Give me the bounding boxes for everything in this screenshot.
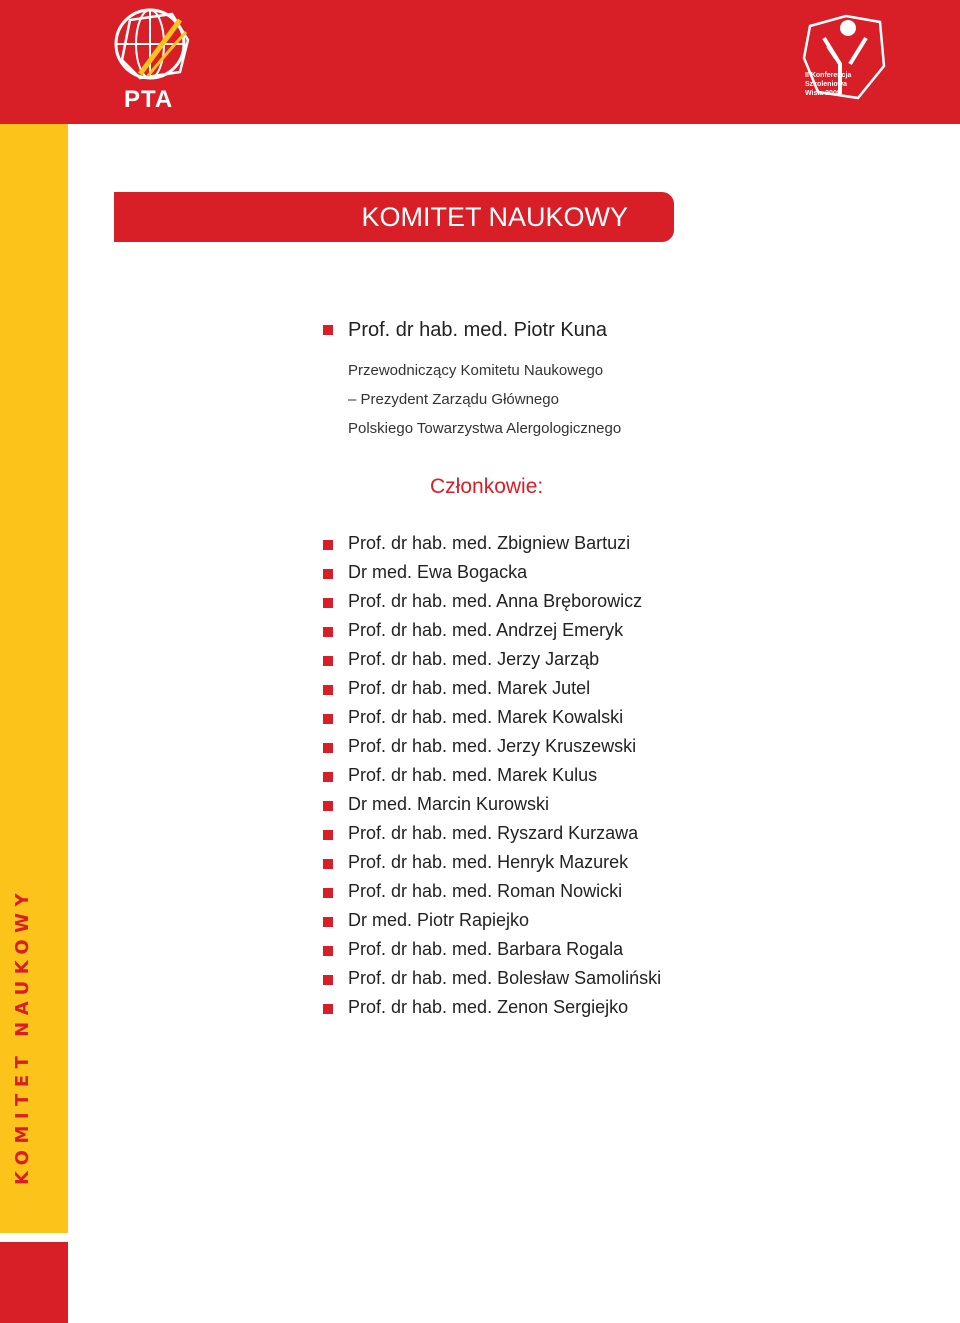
member-name: Prof. dr hab. med. Jerzy Jarząb — [348, 649, 600, 669]
bullet-square-icon — [323, 801, 333, 811]
bullet-square-icon — [323, 656, 333, 666]
member-name: Prof. dr hab. med. Ryszard Kurzawa — [348, 823, 639, 843]
member-name: Dr med. Piotr Rapiejko — [348, 910, 530, 930]
member-name: Prof. dr hab. med. Zenon Sergiejko — [348, 997, 629, 1017]
bullet-square-icon — [323, 917, 333, 927]
pta-logo-text: PTA — [124, 86, 174, 113]
member-name: Prof. dr hab. med. Zbigniew Bartuzi — [348, 533, 631, 553]
bullet-square-icon — [323, 569, 333, 579]
bullet-square-icon — [323, 540, 333, 550]
bullet-square-icon — [323, 598, 333, 608]
bullet-square-icon — [323, 946, 333, 956]
member-name: Dr med. Ewa Bogacka — [348, 562, 528, 582]
bullet-square-icon — [323, 714, 333, 724]
bullet-square-icon — [323, 975, 333, 985]
member-name: Prof. dr hab. med. Andrzej Emeryk — [348, 620, 624, 640]
chair-role-line: Polskiego Towarzystwa Alergologicznego — [348, 420, 622, 437]
member-name: Prof. dr hab. med. Marek Jutel — [348, 678, 591, 698]
member-name: Prof. dr hab. med. Barbara Rogala — [348, 939, 624, 959]
conference-logo-text: II Konferencja Szkoleniowa Wisła 2008 — [805, 72, 852, 97]
member-name: Prof. dr hab. med. Henryk Mazurek — [348, 852, 629, 872]
sidebar-footer-band — [0, 1242, 68, 1323]
bullet-square-icon — [323, 325, 333, 335]
member-name: Prof. dr hab. med. Marek Kowalski — [348, 707, 624, 727]
bullet-square-icon — [323, 772, 333, 782]
members-heading: Członkowie: — [430, 475, 544, 498]
page-title: KOMITET NAUKOWY — [361, 202, 628, 232]
bullet-square-icon — [323, 888, 333, 898]
member-name: Prof. dr hab. med. Jerzy Kruszewski — [348, 736, 637, 756]
bullet-square-icon — [323, 685, 333, 695]
sidebar-label: KOMITET NAUKOWY — [12, 886, 33, 1185]
sidebar-band — [0, 124, 68, 1233]
bullet-square-icon — [323, 1004, 333, 1014]
member-name: Prof. dr hab. med. Bolesław Samoliński — [348, 968, 662, 988]
member-name: Prof. dr hab. med. Roman Nowicki — [348, 881, 623, 901]
member-name: Prof. dr hab. med. Marek Kulus — [348, 765, 598, 785]
title-banner — [114, 192, 674, 242]
member-name: Dr med. Marcin Kurowski — [348, 794, 550, 814]
bullet-square-icon — [323, 627, 333, 637]
bullet-square-icon — [323, 859, 333, 869]
member-name: Prof. dr hab. med. Anna Bręborowicz — [348, 591, 643, 611]
chair-name: Prof. dr hab. med. Piotr Kuna — [348, 319, 608, 341]
bullet-square-icon — [323, 830, 333, 840]
bullet-square-icon — [323, 743, 333, 753]
chair-role-line: Przewodniczący Komitetu Naukowego — [348, 362, 604, 379]
chair-role-line: – Prezydent Zarządu Głównego — [348, 391, 559, 408]
